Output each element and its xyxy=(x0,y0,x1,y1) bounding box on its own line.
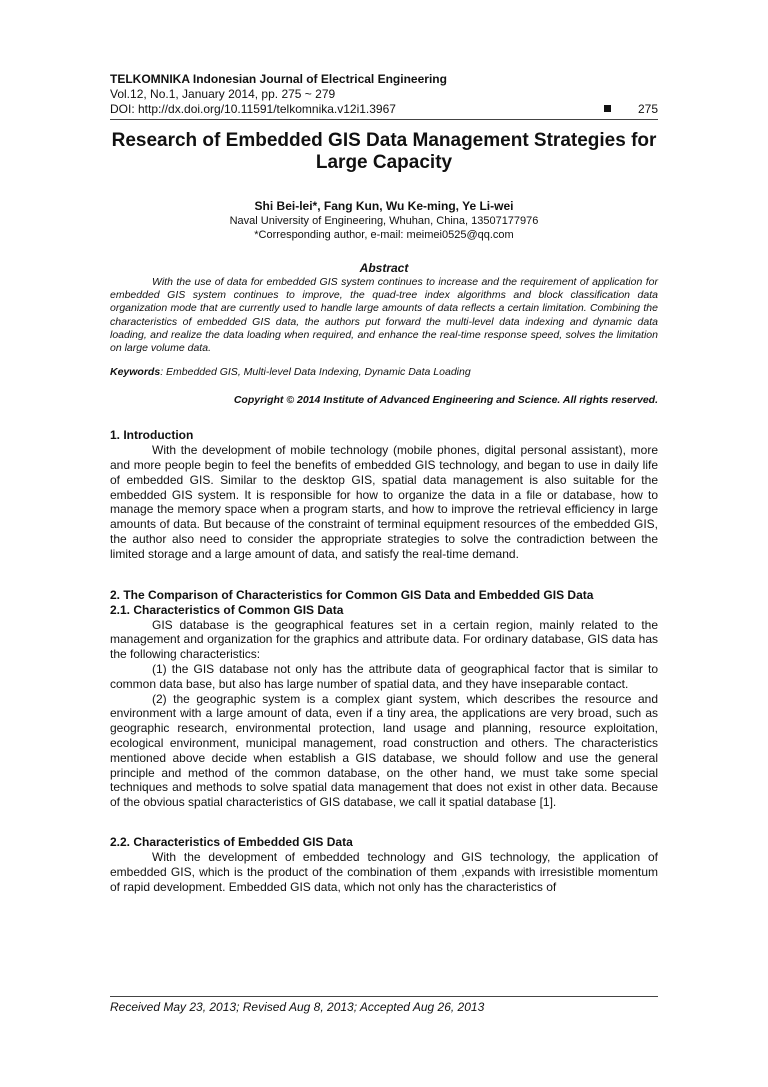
corresponding-author: *Corresponding author, e-mail: meimei0525@qq.com xyxy=(254,229,514,241)
volume-info: Vol.12, No.1, January 2014, pp. 275 ~ 279 xyxy=(110,87,336,101)
doi-link[interactable]: DOI: http://dx.doi.org/10.11591/telkomnika.v12i1.3967 xyxy=(110,102,396,116)
header-rule xyxy=(110,119,658,120)
paragraph-embedded-gis: With the development of embedded technology and GIS technology, the application of embedded GIS, which is the product of the combination of them ,expands with irresistible momentum of rapid development. Embedded GIS data, which not only has the characteristics of xyxy=(110,849,658,894)
copyright-notice: Copyright © 2014 Institute of Advanced Engineering and Science. All rights reserved. xyxy=(233,394,658,407)
journal-name: TELKOMNIKA Indonesian Journal of Electrical Engineering xyxy=(110,72,447,86)
subsection-heading-common-gis: 2.1. Characteristics of Common GIS Data xyxy=(110,602,344,617)
section-heading-introduction: 1. Introduction xyxy=(110,428,194,443)
paragraph-characteristic-2: (2) the geographic system is a complex giant system, which describes the resource and environment with a large amount of data, even if a tiny area, the applications are very broad, such as geographic research, environmental protection, land usage and planning, resource exploitation, ecological environment, municipal management, road construction and others. The characteristics mentioned above decide when establish a GIS database, we should follow and use the general principle and method of the common database, on the other hand, we must take some special techniques and methods to solve spatial data management that does not exist in other data. Because of the obvious spatial characteristics of GIS database, we call it spatial database [1]. xyxy=(110,691,658,810)
abstract-text: With the use of data for embedded GIS system continues to increase and the requirement of application for embedded GIS system continues to improve, the quad-tree index algorithms and block classification data organization mode that are currently used to handle large amounts of data reflects a certain limitation. Combining the characteristics of embedded GIS data, the authors put forward the multi-level data indexing and dynamic data loading, and realize the data loading when required, and enhance the real-time response speed, solves the limitation on large volume data. xyxy=(110,276,658,355)
subsection-heading-embedded-gis: 2.2. Characteristics of Embedded GIS Data xyxy=(110,834,353,849)
running-header xyxy=(110,72,658,117)
page-number: 275 xyxy=(637,102,658,116)
paragraph-characteristic-1: (1) the GIS database not only has the attribute data of geographical factor that is similar to common data base, but also has large number of spatial data, and they have inseparable contact. xyxy=(110,661,658,691)
intro-paragraph: With the development of mobile technology (mobile phones, digital personal assistant), more and more people begin to feel the benefits of embedded GIS technology, and began to use in daily life of embedded GIS. Similar to the desktop GIS, spatial data management is also suitable for the embedded GIS system. It is responsible for how to organize the data in a file or database, how to manage the memory space when a program starts, and how to improve the retrieval efficiency in large amounts of data. But because of the constraint of terminal equipment resources of the embedded GIS, the author also need to consider the appropriate strategies to solve the contradiction between the limited storage and a large amount of data, and satisfy the real-time demand. xyxy=(110,443,658,561)
authors: Shi Bei-lei*, Fang Kun, Wu Ke-ming, Ye Li-wei xyxy=(254,199,514,213)
paper-page xyxy=(110,72,658,894)
keywords xyxy=(110,366,658,379)
received-dates-footer: Received May 23, 2013; Revised Aug 8, 2013; Accepted Aug 26, 2013 xyxy=(110,996,658,1015)
abstract-heading: Abstract xyxy=(359,261,409,275)
affiliation: Naval University of Engineering, Whuhan, China, 13507177976 xyxy=(229,215,539,227)
paper-title: Research of Embedded GIS Data Management Strategies for Large Capacity xyxy=(111,130,657,173)
square-bullet-icon xyxy=(604,105,611,112)
keywords-label: Keywords xyxy=(110,366,161,379)
section-heading-comparison: 2. The Comparison of Characteristics for Common GIS Data and Embedded GIS Data xyxy=(110,587,594,602)
paragraph-common-gis-intro: GIS database is the geographical features set in a certain region, mainly related to the management and organization for the graphics and attribute data. For ordinary database, GIS data has the following characteristics: xyxy=(110,617,658,662)
keywords-text: : Embedded GIS, Multi-level Data Indexing, Dynamic Data Loading xyxy=(160,366,471,379)
